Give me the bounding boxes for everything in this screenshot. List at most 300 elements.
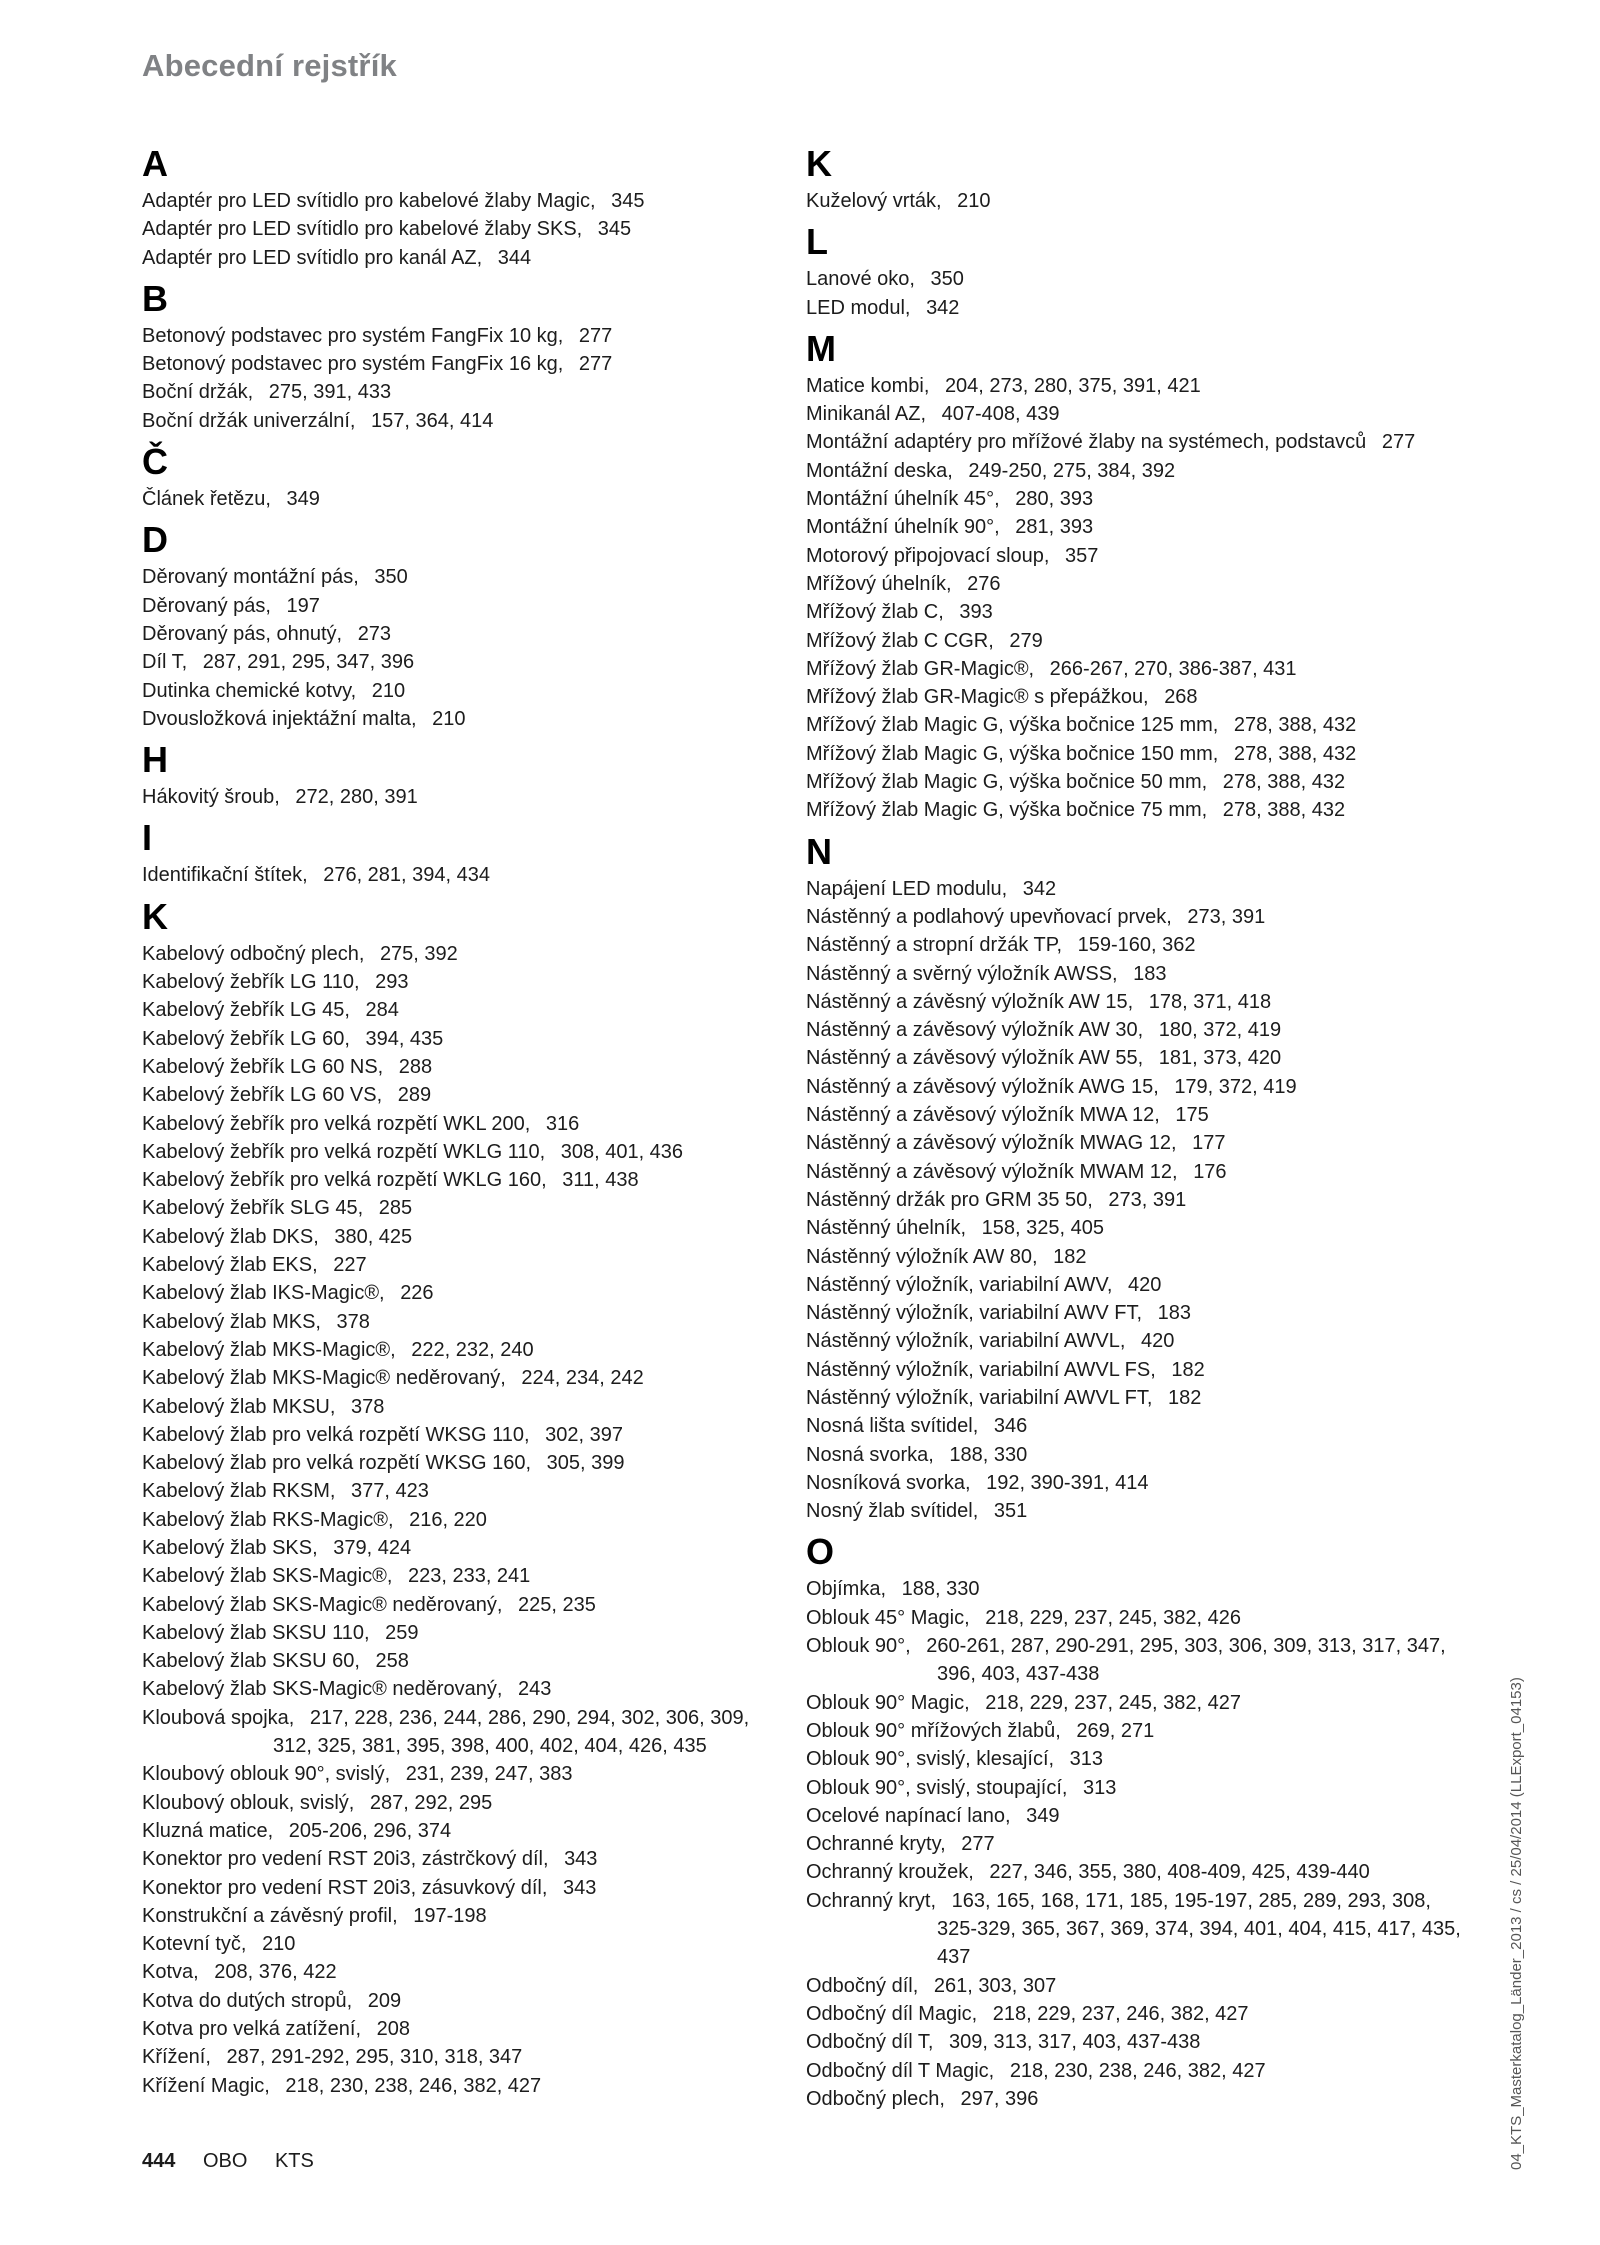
entry-term: Montážní deska, [806, 459, 953, 482]
entry-pages: 343 [562, 1876, 597, 1899]
index-section [142, 145, 792, 272]
index-entry [142, 2015, 792, 2043]
entry-term: Nástěnný úhelník, [806, 1217, 967, 1240]
entry-pages: 204, 273, 280, 375, 391, 421 [944, 374, 1201, 397]
entry-pages: 351 [993, 1500, 1028, 1523]
page-footer [142, 2150, 314, 2173]
index-entry [806, 513, 1466, 541]
index-entry [142, 1081, 792, 1109]
entry-term: Kabelový žebřík LG 60, [142, 1027, 350, 1050]
entry-term: Kabelový žlab SKS, [142, 1536, 318, 1559]
page-title: Abecední rejstřík [142, 48, 397, 83]
section-letter: L [806, 221, 828, 263]
entry-pages: 357 [1065, 544, 1099, 567]
index-entry [806, 627, 1466, 655]
entry-pages: 188, 330 [949, 1443, 1028, 1466]
index-entry [806, 457, 1466, 485]
entry-pages: 350 [374, 566, 408, 589]
entry-pages: 218, 229, 237, 245, 382, 427 [985, 1691, 1241, 1714]
footer-brand: OBO [202, 2150, 248, 2172]
entry-pages: 268 [1164, 686, 1198, 709]
index-entry [142, 1619, 792, 1647]
index-entry [142, 187, 792, 215]
index-entry [806, 1299, 1466, 1327]
entry-term: Dvousložková injektážní malta, [142, 707, 417, 730]
entry-pages: 302, 397 [545, 1423, 624, 1446]
entry-pages: 287, 292, 295 [369, 1791, 493, 1814]
index-entry [142, 1704, 792, 1761]
entry-pages: 346 [993, 1415, 1028, 1438]
entry-term: Nosníková svorka, [806, 1471, 971, 1494]
entry-term: Mřížový žlab Magic G, výška bočnice 50 mm, [806, 771, 1208, 794]
entry-term: Křížení Magic, [142, 2074, 270, 2097]
index-entry [806, 740, 1466, 768]
entry-term: Křížení, [142, 2046, 211, 2069]
entry-pages: 377, 423 [350, 1480, 429, 1503]
page-number: 444 [142, 2150, 176, 2172]
index-section [142, 895, 792, 2100]
entry-term: Mřížový žlab Magic G, výška bočnice 150 mm, [806, 742, 1219, 765]
entry-term: Kabelový žlab pro velká rozpětí WKSG 110, [142, 1423, 530, 1446]
entry-pages: 276, 281, 394, 434 [323, 864, 491, 887]
index-entry [806, 1802, 1466, 1830]
index-entry [806, 1604, 1466, 1632]
index-entry [142, 322, 792, 350]
index-entry [142, 1251, 792, 1279]
section-letter: I [142, 817, 153, 859]
entry-pages: 249-250, 275, 384, 392 [968, 459, 1176, 482]
entry-term: Díl T, [142, 651, 188, 674]
section-letter: H [142, 739, 168, 781]
entry-pages: 305, 399 [546, 1452, 625, 1475]
entry-term: Dutinka chemické kotvy, [142, 679, 357, 702]
entry-term: Nástěnný a závěsový výložník MWAG 12, [806, 1132, 1177, 1155]
entry-pages: 275, 392 [379, 942, 458, 965]
entry-pages: 216, 220 [409, 1508, 487, 1531]
entry-term: Kabelový žlab EKS, [142, 1254, 318, 1277]
entry-pages: 394, 435 [365, 1027, 444, 1050]
section-letter: M [806, 327, 836, 369]
entry-pages: 280, 393 [1015, 488, 1094, 511]
entry-term: Ochranné kryty, [806, 1833, 946, 1856]
entry-pages: 345 [611, 190, 645, 212]
entry-term: Nosný žlab svítidel, [806, 1500, 979, 1523]
entry-term: Nosná lišta svítidel, [806, 1415, 979, 1438]
index-section [806, 327, 1466, 825]
index-entry [806, 1858, 1466, 1886]
entry-pages: 243 [518, 1678, 552, 1701]
entry-pages: 316 [545, 1112, 580, 1135]
entry-term: LED modul, [806, 296, 911, 319]
entry-term: Kabelový odbočný plech, [142, 942, 365, 965]
entry-term: Kabelový žebřík pro velká rozpětí WKLG 160, [142, 1169, 547, 1192]
entry-pages: 276 [967, 572, 1001, 595]
entry-term: Odbočný díl, [806, 1974, 919, 1997]
index-entry [142, 1223, 792, 1251]
entry-pages: 379, 424 [333, 1536, 412, 1559]
entry-term: Kabelový žlab SKSU 110, [142, 1621, 370, 1644]
index-entry [142, 648, 792, 676]
entry-pages: 182 [1168, 1386, 1202, 1409]
entry-term: Kabelový žlab SKSU 60, [142, 1650, 360, 1673]
index-entry [142, 1138, 792, 1166]
entry-pages: 277 [578, 324, 613, 347]
entry-term: Ocelové napínací lano, [806, 1804, 1011, 1827]
index-entry [142, 1760, 792, 1788]
entry-pages: 209 [367, 1989, 402, 2012]
entry-term: Mřížový žlab C CGR, [806, 629, 994, 652]
entry-pages: 311, 438 [562, 1169, 639, 1192]
index-entry [142, 1364, 792, 1392]
index-entry [142, 378, 792, 406]
index-entry [806, 1186, 1466, 1214]
entry-pages: 227, 346, 355, 380, 408-409, 425, 439-440 [989, 1861, 1370, 1884]
index-entry [142, 1053, 792, 1081]
index-entry [806, 1774, 1466, 1802]
entry-pages: 225, 235 [518, 1593, 596, 1616]
entry-term: Nástěnný a závěsový výložník AWG 15, [806, 1075, 1159, 1098]
entry-term: Adaptér pro LED svítidlo pro kabelové žlaby SKS, [142, 218, 583, 241]
entry-pages: 210 [262, 1933, 296, 1956]
index-entry [806, 1689, 1466, 1717]
entry-term: Konstrukční a závěsný profil, [142, 1904, 398, 1927]
index-entry [806, 1469, 1466, 1497]
entry-pages: 344 [497, 246, 532, 269]
index-entry [142, 350, 792, 378]
index-entry [142, 1789, 792, 1817]
entry-term: Kabelový žlab SKS-Magic®, [142, 1565, 393, 1588]
index-entry [806, 683, 1466, 711]
entry-pages: 266-267, 270, 386-387, 431 [1049, 657, 1297, 680]
section-letter: D [142, 519, 168, 561]
entry-term: Odbočný plech, [806, 2087, 945, 2110]
entry-pages: 163, 165, 168, 171, 185, 195-197, 285, 289, 293, 308, 325-329, 365, 367, 369, 374, 394, 401, 404, 415, 417, 435, 437 [937, 1889, 1461, 1969]
entry-pages: 309, 313, 317, 403, 437-438 [949, 2031, 1201, 2054]
entry-pages: 197-198 [413, 1904, 487, 1927]
entry-pages: 297, 396 [960, 2087, 1039, 2110]
entry-pages: 183 [1133, 962, 1167, 985]
index-entry [806, 1972, 1466, 2000]
entry-pages: 197 [286, 594, 320, 617]
index-entry [142, 1421, 792, 1449]
index-entry [142, 1506, 792, 1534]
entry-pages: 342 [1022, 877, 1057, 900]
entry-term: Kabelový žlab MKS-Magic®, [142, 1338, 396, 1361]
entry-term: Kabelový žlab RKS-Magic®, [142, 1508, 394, 1531]
entry-pages: 182 [1053, 1245, 1087, 1268]
index-entry [142, 861, 792, 889]
entry-pages: 176 [1193, 1160, 1227, 1183]
entry-pages: 279 [1009, 629, 1043, 652]
index-column-left [142, 145, 792, 2108]
entry-term: Oblouk 90°, svislý, klesající, [806, 1748, 1055, 1771]
index-section [806, 1533, 1466, 2113]
entry-term: Nástěnný a závěsový výložník MWAM 12, [806, 1160, 1178, 1183]
entry-pages: 218, 229, 237, 246, 382, 427 [992, 2002, 1249, 2025]
index-entry [806, 1575, 1466, 1603]
section-letter: Č [142, 441, 168, 483]
entry-term: Konektor pro vedení RST 20i3, zásuvkový díl, [142, 1876, 548, 1899]
entry-term: Montážní úhelník 45°, [806, 488, 1000, 511]
entry-term: Nástěnný a závěsový výložník AW 30, [806, 1019, 1144, 1042]
entry-pages: 278, 388, 432 [1222, 771, 1346, 794]
index-entry [806, 372, 1466, 400]
entry-pages: 260-261, 287, 290-291, 295, 303, 306, 309, 313, 317, 347, 396, 403, 437-438 [926, 1635, 1446, 1686]
section-letter: K [806, 143, 832, 184]
entry-term: Kloubový oblouk, svislý, [142, 1791, 355, 1814]
index-entry [142, 1902, 792, 1930]
entry-term: Nástěnný výložník AW 80, [806, 1245, 1038, 1268]
entry-pages: 281, 393 [1015, 516, 1094, 539]
entry-term: Objímka, [806, 1578, 887, 1601]
index-entry [142, 1336, 792, 1364]
index-entry [806, 2000, 1466, 2028]
index-entry [806, 1745, 1466, 1773]
index-entry [806, 875, 1466, 903]
entry-term: Nástěnný a svěrný výložník AWSS, [806, 962, 1118, 985]
footer-section: KTS [274, 2150, 314, 2172]
index-entry [142, 940, 792, 968]
entry-term: Kabelový žlab MKSU, [142, 1395, 336, 1418]
entry-term: Odbočný díl T Magic, [806, 2059, 995, 2082]
index-entry [806, 598, 1466, 626]
index-entry [142, 1308, 792, 1336]
index-entry [806, 2057, 1466, 2085]
entry-pages: 407-408, 439 [941, 403, 1060, 426]
index-entry [142, 1647, 792, 1675]
entry-term: Kloubová spojka, [142, 1706, 295, 1729]
index-entry [806, 796, 1466, 824]
index-entry [142, 2043, 792, 2071]
index-entry [142, 1449, 792, 1477]
entry-term: Kabelový žlab SKS-Magic® neděrovaný, [142, 1593, 503, 1616]
entry-pages: 180, 372, 419 [1158, 1019, 1282, 1042]
entry-term: Adaptér pro LED svítidlo pro kanál AZ, [142, 246, 483, 269]
entry-pages: 227 [333, 1254, 367, 1277]
entry-term: Odbočný díl Magic, [806, 2002, 978, 2025]
entry-term: Děrovaný pás, ohnutý, [142, 622, 343, 645]
entry-pages: 231, 239, 247, 383 [405, 1763, 573, 1786]
entry-term: Oblouk 90° mřížových žlabů, [806, 1719, 1061, 1742]
index-entry [142, 215, 792, 243]
entry-term: Kotva, [142, 1961, 199, 1984]
entry-term: Mřížový žlab Magic G, výška bočnice 75 mm, [806, 799, 1208, 822]
entry-pages: 183 [1157, 1302, 1191, 1325]
index-entry [806, 1044, 1466, 1072]
index-entry [806, 1441, 1466, 1469]
entry-pages: 275, 391, 433 [268, 381, 392, 404]
entry-pages: 273, 391 [1187, 905, 1266, 928]
entry-term: Nástěnný výložník, variabilní AWVL FT, [806, 1386, 1153, 1409]
index-entry [142, 1958, 792, 1986]
entry-term: Mřížový žlab Magic G, výška bočnice 125 mm, [806, 714, 1219, 737]
entry-term: Kotva do dutých stropů, [142, 1989, 353, 2012]
entry-pages: 159-160, 362 [1077, 934, 1196, 957]
entry-pages: 217, 228, 236, 244, 286, 290, 294, 302, 306, 309, 312, 325, 381, 395, 398, 400, 402, 404, 426, 435 [273, 1706, 750, 1758]
entry-pages: 259 [385, 1621, 419, 1644]
entry-term: Minikanál AZ, [806, 403, 927, 426]
entry-pages: 178, 371, 418 [1148, 990, 1272, 1013]
entry-pages: 210 [957, 190, 991, 212]
index-entry [142, 2072, 792, 2100]
entry-pages: 188, 330 [901, 1578, 980, 1601]
index-entry [806, 294, 1466, 322]
entry-term: Oblouk 90° Magic, [806, 1691, 970, 1714]
entry-pages: 273 [357, 622, 392, 645]
entry-pages: 277 [1381, 431, 1416, 454]
index-entry [142, 1675, 792, 1703]
index-entry [806, 2028, 1466, 2056]
index-entry [142, 783, 792, 811]
entry-term: Oblouk 45° Magic, [806, 1606, 970, 1629]
index-entry [806, 1271, 1466, 1299]
entry-term: Montážní úhelník 90°, [806, 516, 1000, 539]
index-entry [142, 1393, 792, 1421]
index-entry [142, 1562, 792, 1590]
entry-pages: 380, 425 [334, 1225, 413, 1248]
entry-pages: 345 [597, 218, 632, 241]
entry-pages: 378 [336, 1310, 370, 1333]
entry-term: Nástěnný výložník, variabilní AWVL, [806, 1330, 1126, 1353]
entry-pages: 278, 388, 432 [1233, 714, 1357, 737]
index-entry [806, 542, 1466, 570]
entry-term: Kabelový žebřík SLG 45, [142, 1197, 364, 1220]
entry-term: Matice kombi, [806, 374, 930, 397]
entry-pages: 420 [1140, 1330, 1175, 1353]
index-entry [806, 655, 1466, 683]
index-entry [142, 485, 792, 513]
index-entry [142, 1279, 792, 1307]
entry-term: Nástěnný a stropní držák TP, [806, 934, 1063, 957]
section-letter: A [142, 143, 168, 184]
entry-term: Kabelový žlab IKS-Magic®, [142, 1282, 385, 1305]
entry-pages: 208, 376, 422 [214, 1961, 337, 1984]
entry-term: Oblouk 90°, svislý, stoupající, [806, 1776, 1068, 1799]
index-entry [806, 1129, 1466, 1157]
section-letter: K [142, 895, 168, 937]
entry-term: Kabelový žebřík LG 60 VS, [142, 1084, 383, 1107]
entry-pages: 342 [926, 296, 960, 319]
entry-pages: 261, 303, 307 [933, 1974, 1057, 1997]
entry-pages: 218, 230, 238, 246, 382, 427 [285, 2074, 542, 2097]
index-entry [806, 2085, 1466, 2113]
entry-pages: 157, 364, 414 [371, 409, 494, 432]
index-entry [142, 677, 792, 705]
index-entry [806, 1073, 1466, 1101]
entry-pages: 289 [397, 1084, 432, 1107]
index-section [806, 223, 1466, 322]
index-entry [806, 485, 1466, 513]
index-entry [142, 1874, 792, 1902]
index-entry [806, 570, 1466, 598]
entry-term: Kloubový oblouk 90°, svislý, [142, 1763, 391, 1786]
entry-pages: 269, 271 [1076, 1719, 1155, 1742]
entry-term: Nástěnný výložník, variabilní AWV, [806, 1273, 1113, 1296]
entry-pages: 285 [378, 1197, 413, 1220]
entry-pages: 277 [961, 1833, 995, 1856]
entry-pages: 192, 390-391, 414 [986, 1471, 1149, 1494]
entry-pages: 313 [1069, 1748, 1104, 1771]
index-entry [142, 1110, 792, 1138]
entry-term: Kabelový žlab SKS-Magic® neděrovaný, [142, 1678, 503, 1701]
entry-pages: 224, 234, 242 [521, 1367, 644, 1390]
entry-pages: 288 [398, 1055, 433, 1078]
entry-pages: 350 [930, 268, 964, 291]
entry-pages: 182 [1171, 1358, 1205, 1381]
entry-term: Kabelový žlab MKS-Magic® neděrovaný, [142, 1367, 506, 1390]
index-entry [806, 428, 1466, 456]
entry-term: Odbočný díl T, [806, 2031, 934, 2054]
index-entry [142, 968, 792, 996]
index-entry [142, 407, 792, 435]
entry-term: Kabelový žebřík pro velká rozpětí WKLG 110, [142, 1140, 546, 1163]
entry-term: Nástěnný výložník, variabilní AWVL FS, [806, 1358, 1156, 1381]
index-entry [142, 563, 792, 591]
index-entry [142, 1591, 792, 1619]
entry-pages: 218, 230, 238, 246, 382, 427 [1009, 2059, 1266, 2082]
entry-pages: 313 [1083, 1776, 1117, 1799]
section-letter: O [806, 1531, 835, 1573]
index-entry [806, 1887, 1466, 1972]
entry-term: Motorový připojovací sloup, [806, 544, 1050, 567]
index-entry [806, 1830, 1466, 1858]
entry-pages: 284 [365, 999, 399, 1022]
index-entry [142, 1930, 792, 1958]
entry-term: Kluzná matice, [142, 1819, 274, 1842]
index-entry [142, 1477, 792, 1505]
entry-term: Ochranný kryt, [806, 1889, 937, 1912]
entry-pages: 210 [371, 679, 406, 702]
entry-term: Mřížový žlab GR-Magic®, [806, 657, 1035, 680]
entry-pages: 210 [432, 707, 466, 730]
entry-pages: 205-206, 296, 374 [288, 1819, 452, 1842]
index-entry [806, 1327, 1466, 1355]
entry-term: Nástěnný a závěsný výložník AW 15, [806, 990, 1134, 1013]
entry-term: Kabelový žebřík LG 45, [142, 999, 350, 1022]
index-section [142, 741, 792, 811]
entry-pages: 218, 229, 237, 245, 382, 426 [985, 1606, 1241, 1629]
index-entry [806, 1497, 1466, 1525]
index-entry [806, 400, 1466, 428]
entry-pages: 177 [1192, 1132, 1226, 1155]
index-entry [142, 1534, 792, 1562]
entry-term: Hákovitý šroub, [142, 786, 280, 809]
entry-term: Článek řetězu, [142, 488, 271, 511]
entry-term: Betonový podstavec pro systém FangFix 16 kg, [142, 353, 564, 376]
index-entry [806, 1214, 1466, 1242]
entry-term: Nástěnný a závěsový výložník MWA 12, [806, 1104, 1160, 1127]
index-entry [142, 1194, 792, 1222]
entry-pages: 278, 388, 432 [1233, 742, 1357, 765]
index-entry [142, 705, 792, 733]
entry-pages: 223, 233, 241 [407, 1565, 531, 1588]
index-entry [806, 1717, 1466, 1745]
entry-term: Kabelový žlab MKS, [142, 1310, 321, 1333]
index-entry [806, 931, 1466, 959]
entry-term: Kotevní tyč, [142, 1933, 247, 1956]
index-entry [806, 265, 1466, 293]
entry-term: Lanové oko, [806, 268, 915, 291]
entry-term: Mřížový žlab GR-Magic® s přepážkou, [806, 686, 1149, 709]
entry-pages: 349 [1026, 1804, 1060, 1827]
side-note: 04_KTS_Masterkatalog_Länder_2013 / cs / 25/04/2014 (LLExport_04153) [1508, 1677, 1525, 2170]
index-entry [806, 187, 1466, 215]
index-entry [806, 988, 1466, 1016]
entry-term: Nástěnný a závěsový výložník AW 55, [806, 1047, 1144, 1070]
index-section [142, 277, 792, 435]
index-entry [142, 620, 792, 648]
index-section [806, 830, 1466, 1526]
